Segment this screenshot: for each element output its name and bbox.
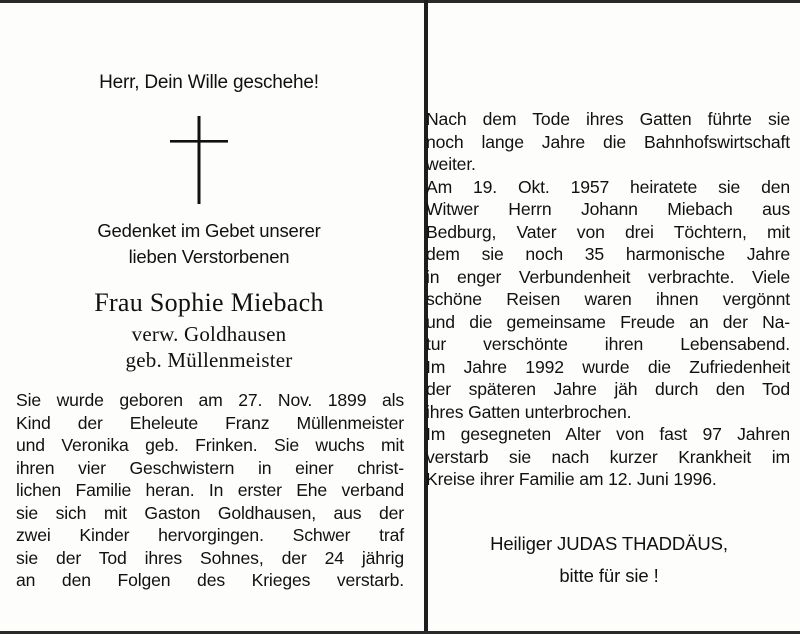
motto: Herr, Dein Wille geschehe!	[99, 72, 319, 93]
text-line: weiter.	[426, 154, 476, 174]
text-line: verstarb sie nach kurzer Krankheit im	[426, 446, 790, 467]
text-line: und die gemeinsame Freude an der Na-	[426, 311, 790, 332]
text-line: Kind der Eheleute Franz Müllenmeister	[16, 412, 404, 433]
text-line: der späteren Jahre jäh durch den Tod	[426, 379, 790, 399]
text-line: sie sich mit Gaston Goldhausen, aus der	[16, 502, 404, 523]
biography-right	[426, 108, 790, 491]
biography-left	[16, 389, 404, 592]
text-line: schöne Reisen waren ihnen vergönnt	[426, 289, 790, 309]
text-line: Witwer Herrn Johann Miebach aus	[426, 199, 790, 219]
text-line: Kreise ihrer Familie am 12. Juni 1996.	[426, 469, 717, 489]
text-line: sie der Tod ihres Sohnes, der 24 jährig	[16, 547, 404, 568]
scan-edge-top	[0, 0, 800, 3]
text-line: Nach dem Tode ihres Gatten führte sie	[426, 109, 790, 129]
text-line: lichen Familie heran. In erster Ehe verband	[16, 480, 404, 500]
remembrance-line: Gedenket im Gebet unserer	[97, 220, 321, 241]
text-line: Im Jahre 1992 wurde die Zufriedenheit	[426, 356, 790, 377]
text-line: zwei Kinder hervorgingen. Schwer traf	[16, 525, 404, 545]
deceased-name: Frau Sophie Miebach	[94, 288, 324, 317]
text-line: in enger Verbundenheit verbrachte. Viele	[426, 266, 790, 287]
text-line: Am 19. Okt. 1957 heiratete sie den	[426, 176, 790, 197]
text-line: dem sie noch 35 harmonische Jahre	[426, 244, 790, 264]
text-line: und Veronika geb. Frinken. Sie wuchs mit	[16, 435, 404, 455]
text-line: an den Folgen des Krieges verstarb.	[16, 570, 404, 590]
text-line: Im gesegneten Alter von fast 97 Jahren	[426, 424, 790, 444]
birth-name: geb. Müllenmeister	[125, 348, 293, 372]
remembrance-text	[14, 218, 404, 270]
cross-icon	[170, 116, 228, 204]
remembrance-line: lieben Verstorbenen	[128, 246, 290, 267]
text-line: Sie wurde geboren am 27. Nov. 1899 als	[16, 390, 404, 410]
text-line: Bedburg, Vater von drei Töchtern, mit	[426, 221, 790, 242]
prayer-line: bitte für sie !	[559, 565, 659, 586]
widowed-name: verw. Goldhausen	[131, 322, 287, 346]
text-line: tur verschönte ihren Lebensabend.	[426, 334, 790, 354]
text-line: ihren vier Geschwistern in einer christ-	[16, 457, 404, 478]
text-line: noch lange Jahre die Bahnhofswirtschaft	[426, 131, 790, 152]
text-line: ihres Gatten unterbrochen.	[426, 401, 632, 422]
prayer-line: Heiliger JUDAS THADDÄUS,	[490, 533, 728, 554]
